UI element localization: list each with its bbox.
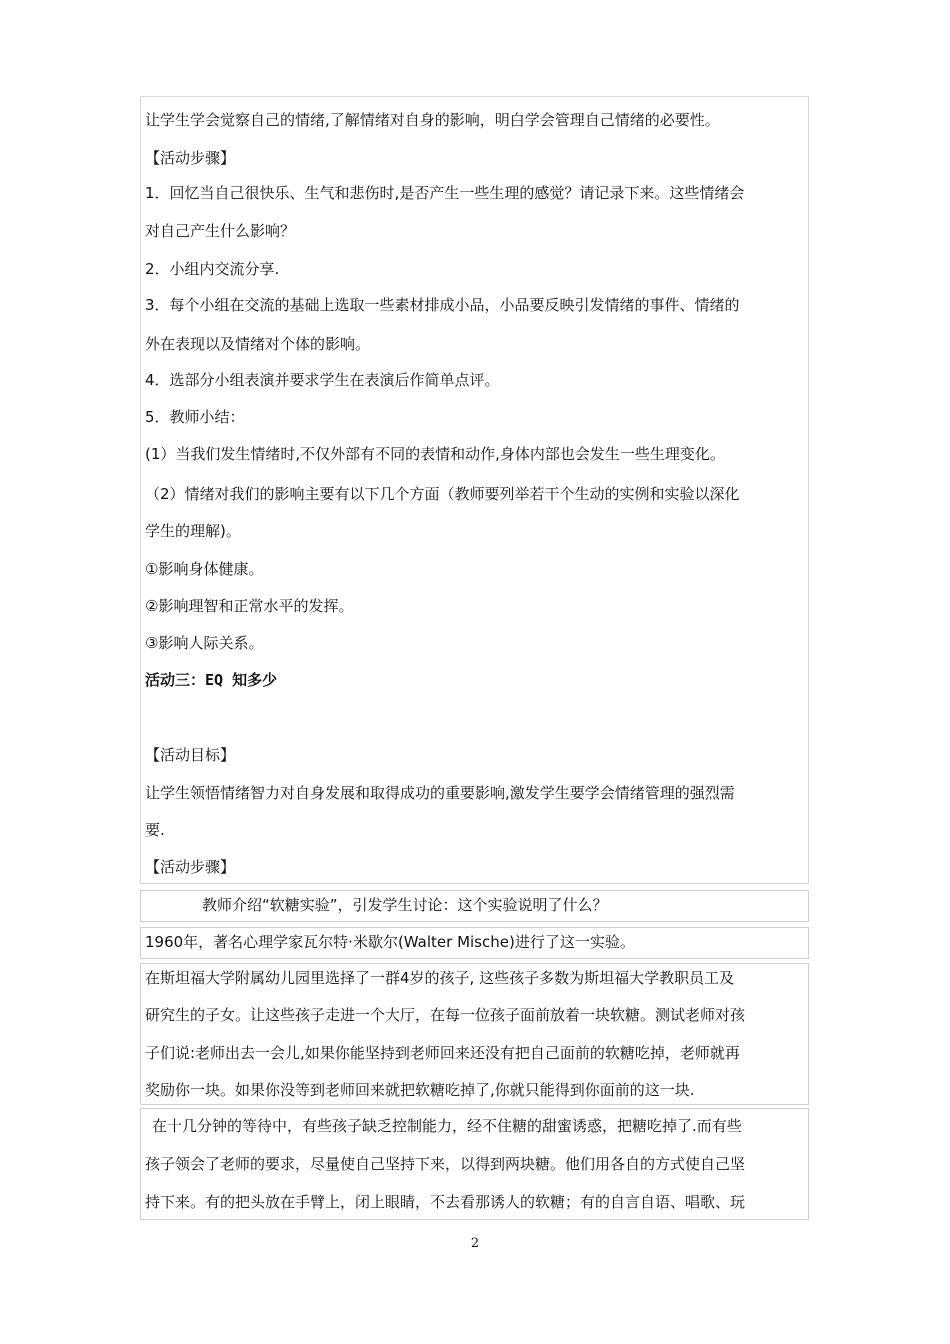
step-2: 2．小组内交流分享. xyxy=(145,260,280,278)
page-number: 2 xyxy=(470,1236,480,1251)
experiment-line-3: 子们说:老师出去一会儿,如果你能坚持到老师回来还没有把自己面前的软糖吃掉，老师就再 xyxy=(145,1044,740,1062)
effect-1: ①影响身体健康。 xyxy=(145,560,264,578)
step-3-line-1: 3．每个小组在交流的基础上选取一些素材排成小品，小品要反映引发情绪的事件、情绪的 xyxy=(145,296,740,314)
goal-heading: 【活动目标】 xyxy=(145,746,236,764)
waiting-line-2: 孩子领会了老师的要求，尽量使自己坚持下来，以得到两块糖。他们用各自的方式使自己坚 xyxy=(145,1155,746,1173)
step-3-line-2: 外在表现以及情绪对个体的影响。 xyxy=(145,335,371,353)
summary-2-line-1: （2）情绪对我们的影响主要有以下几个方面（教师要列举若干个生动的实例和实验以深化 xyxy=(145,485,740,503)
effect-2: ②影响理智和正常水平的发挥。 xyxy=(145,597,354,615)
activity-3-heading: 活动三：EQ 知多少 xyxy=(145,671,278,689)
step-4: 4．选部分小组表演并要求学生在表演后作简单点评。 xyxy=(145,371,500,389)
summary-2-line-2: 学生的理解)。 xyxy=(145,522,241,540)
steps-heading: 【活动步骤】 xyxy=(145,149,236,167)
effect-3: ③影响人际关系。 xyxy=(145,634,264,652)
waiting-line-3: 持下来。有的把头放在手臂上，闭上眼睛，不去看那诱人的软糖；有的自言自语、唱歌、玩 xyxy=(145,1193,746,1211)
goal-text-line: 让学生学会觉察自己的情绪,了解情绪对自身的影响，明白学会管理自己情绪的必要性。 xyxy=(145,111,720,129)
step-1-line-2: 对自己产生什么影响？ xyxy=(145,222,296,240)
experiment-line-1: 在斯坦福大学附属幼儿园里选择了一群4岁的孩子, 这些孩子多数为斯坦福大学教职员工及 xyxy=(145,969,735,987)
summary-1: (1）当我们发生情绪时,不仅外部有不同的表情和动作,身体内部也会发生一些生理变化。 xyxy=(145,445,725,463)
step-5: 5．教师小结： xyxy=(145,408,245,426)
goal-line-2: 要. xyxy=(145,821,165,839)
experiment-line-4: 奖励你一块。如果你没等到老师回来就把软糖吃掉了,你就只能得到你面前的这一块. xyxy=(145,1081,695,1099)
waiting-line-1: 在十几分钟的等待中，有些孩子缺乏控制能力，经不住糖的甜蜜诱惑，把糖吃掉了.而有些 xyxy=(152,1117,742,1135)
intro-text: 教师介绍“软糖实验”，引发学生讨论：这个实验说明了什么？ xyxy=(202,896,608,914)
step-1-line-1: 1．回忆当自己很快乐、生气和悲伤时,是否产生一些生理的感觉？请记录下来。这些情绪会 xyxy=(145,184,745,202)
experiment-line-2: 研究生的子女。让这些孩子走进一个大厅，在每一位孩子面前放着一块软糖。测试老师对孩 xyxy=(145,1006,746,1024)
steps-heading-2: 【活动步骤】 xyxy=(145,858,236,876)
goal-line-1: 让学生领悟情绪智力对自身发展和取得成功的重要影响,激发学生要学会情绪管理的强烈需 xyxy=(145,784,735,802)
year-text: 1960年，著名心理学家瓦尔特·米歇尔(Walter Mische)进行了这一实验。 xyxy=(145,933,635,951)
